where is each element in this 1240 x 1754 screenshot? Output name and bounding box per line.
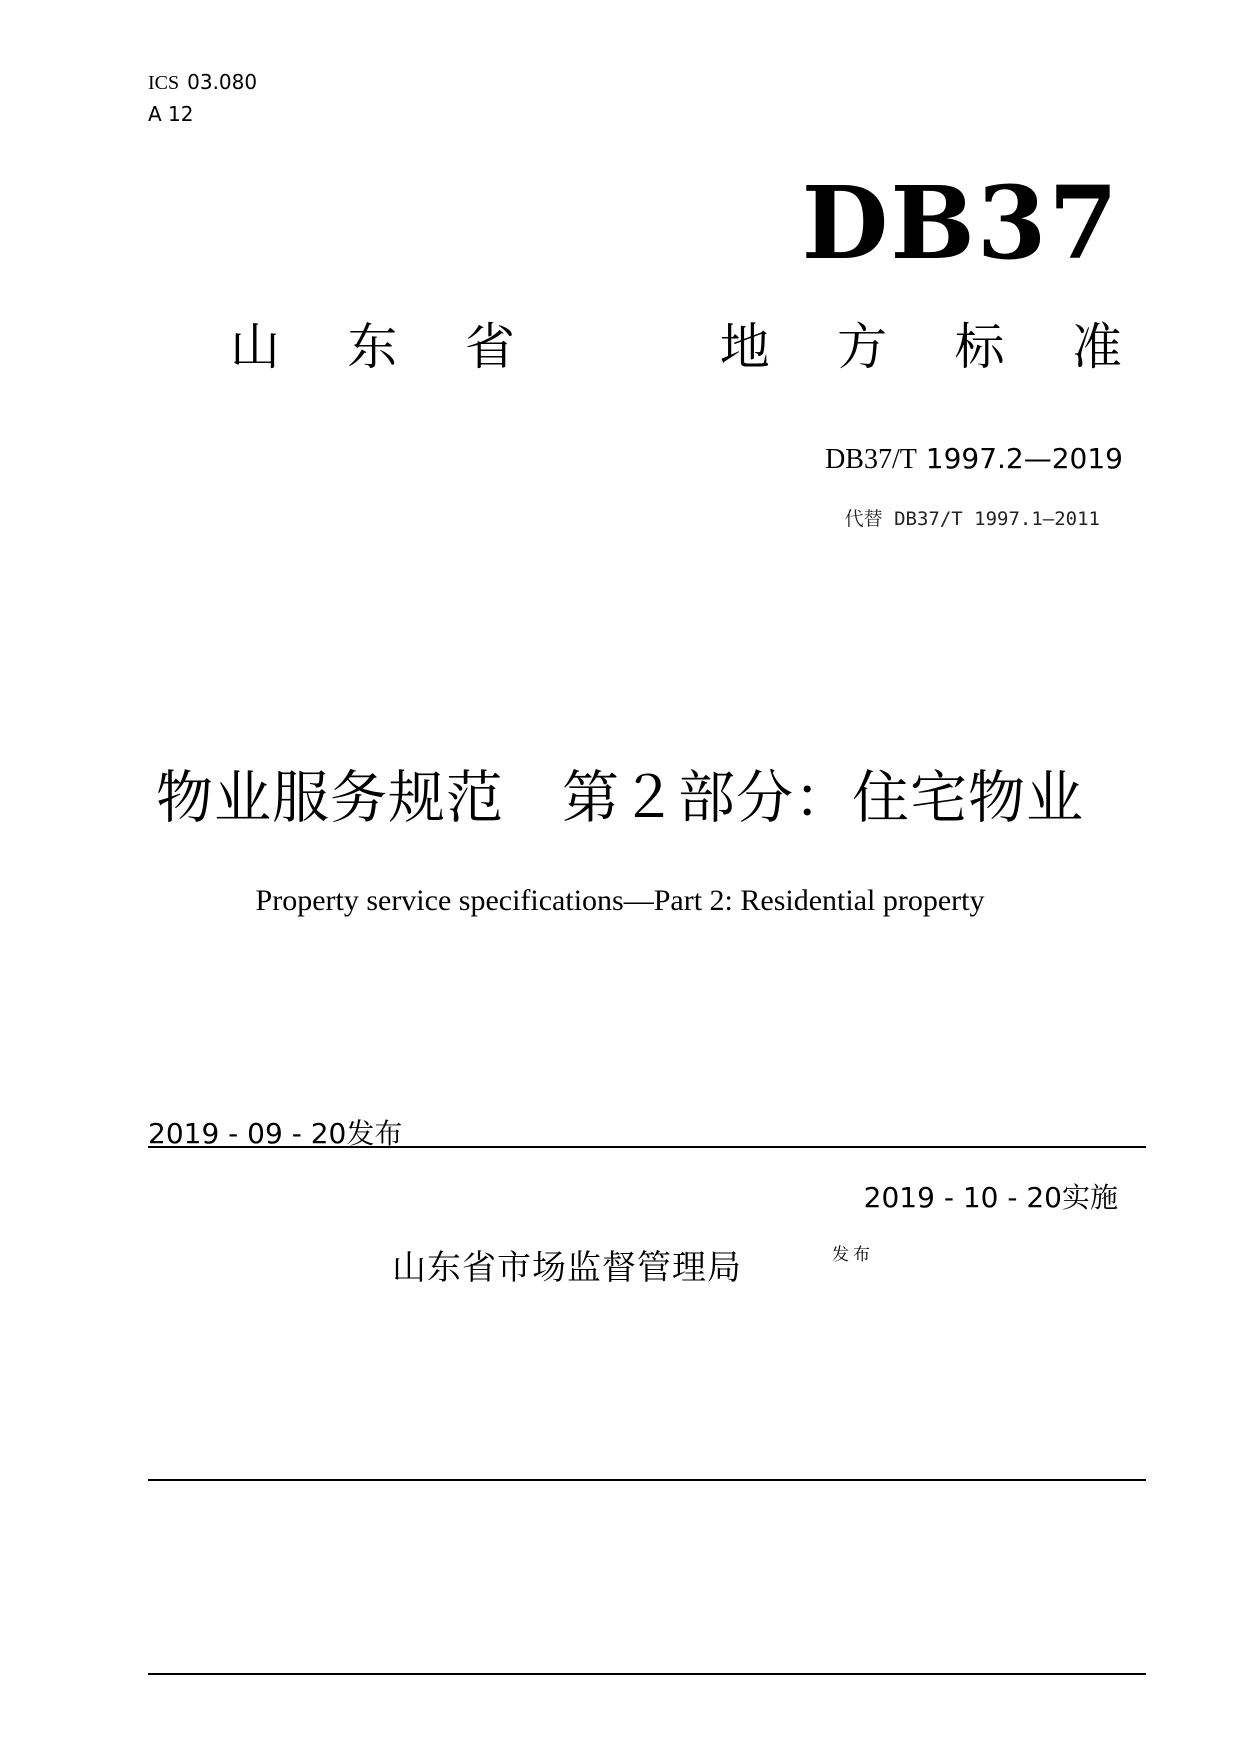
divider-line-middle	[148, 1479, 1146, 1481]
ics-label: ICS	[148, 72, 180, 94]
standard-number-value: 1997.2—2019	[925, 442, 1123, 475]
ics-code: 03.080	[187, 70, 258, 94]
standard-type-char: 山	[230, 318, 280, 376]
ccs-code: A 12	[148, 102, 194, 126]
divider-line-top	[148, 1146, 1146, 1148]
standard-type-char: 准	[1071, 318, 1122, 376]
standard-type-char: 省	[464, 318, 515, 376]
publish-label: 发布	[832, 1245, 874, 1265]
heading-gap	[582, 312, 652, 382]
standard-type-heading	[230, 312, 1122, 382]
publisher-name: 山东省市场监督管理局	[392, 1248, 742, 1288]
standard-type-char: 地	[719, 318, 770, 376]
standard-type-char: 标	[954, 318, 1005, 376]
issue-date: 2019 - 09 - 20发布	[148, 1117, 403, 1150]
db37-logo: DB37	[801, 164, 1120, 282]
document-title-english: Property service specifications—Part 2: Residential property	[255, 884, 985, 917]
standard-number-prefix: DB37/T	[825, 444, 917, 475]
divider-line-bottom	[148, 1673, 1146, 1675]
document-title-chinese: 物业服务规范 第２部分：住宅物业	[156, 765, 1084, 831]
ics-classification	[148, 70, 257, 95]
implementation-date: 2019 - 10 - 20实施	[863, 1181, 1118, 1214]
standard-type-char: 东	[347, 318, 398, 376]
standard-number	[825, 442, 1123, 476]
standard-type-char: 方	[837, 318, 888, 376]
replaces-note: 代替 DB37/T 1997.1—2011	[844, 508, 1100, 530]
